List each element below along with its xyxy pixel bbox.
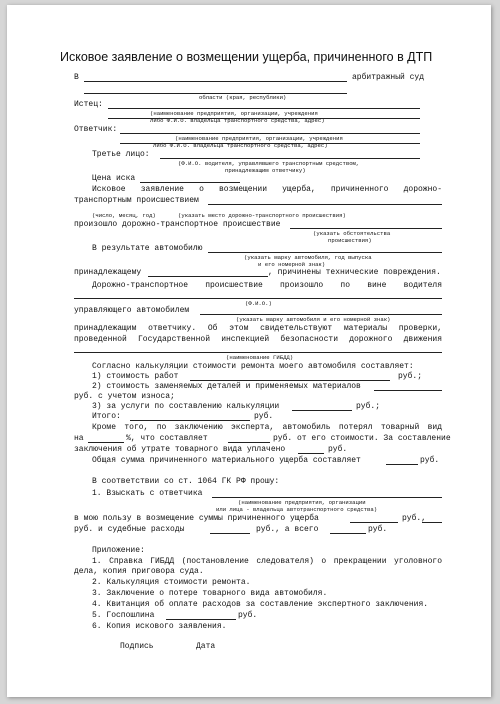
- claim-price-line: [140, 182, 240, 183]
- work-cost-unit: руб.;: [398, 372, 423, 381]
- body-line-3: произошло дорожно-транспортное происшествие: [74, 220, 281, 229]
- grand-total-line: [330, 533, 366, 534]
- body-line-18b: руб.: [328, 445, 348, 454]
- body-line-2: транспортным происшествием: [74, 196, 199, 205]
- document-title: Исковое заявление о возмещении ущерба, причиненного в ДТП: [60, 50, 433, 64]
- court-note: области (края, республики): [199, 94, 287, 101]
- body-line-5b: , причинены технические повреждения.: [268, 268, 441, 277]
- date-label: Дата: [196, 642, 216, 651]
- attachments-heading: Приложение:: [92, 546, 145, 555]
- driver-car-line: [200, 314, 442, 315]
- claim-price-label: Цена иска: [92, 174, 136, 183]
- defendant-line-2: [120, 143, 420, 144]
- circumstances-line: [290, 228, 442, 229]
- body-line-17a: на: [74, 434, 84, 443]
- value-loss-line: [228, 442, 270, 443]
- attachment-item-4: 4. Квитанция об оплате расходов за составление экспертного заключения.: [92, 600, 429, 609]
- demand-note-1: (наименование предприятия, организации: [238, 499, 366, 506]
- owner-line: [148, 276, 268, 277]
- body-line-8: принадлежащим ответчику. Об этом свидетельствуют материалы проверки,: [74, 324, 442, 333]
- car-note-2: и его номерной знак): [258, 261, 326, 268]
- defendant-line: [120, 133, 420, 134]
- attachment-item-6: 6. Копия искового заявления.: [92, 622, 227, 631]
- body-line-14: 3) за услуги по составлению калькуляции: [92, 402, 280, 411]
- demand-line-3b: руб.,: [402, 514, 427, 523]
- body-line-6: Дорожно-транспортное происшествие произошло по вине водителя: [92, 281, 442, 290]
- body-line-12: 2) стоимость заменяемых деталей и применяемых материалов: [92, 382, 361, 391]
- car-line: [208, 252, 442, 253]
- court-prefix: В: [74, 73, 79, 82]
- defendant-name-line: [212, 497, 442, 498]
- attachment-item-2: 2. Калькуляция стоимости ремонта.: [92, 578, 251, 587]
- demand-line-2: 1. Взыскать с ответчика: [92, 489, 203, 498]
- damage-total-line: [386, 464, 418, 465]
- body-line-1: Исковое заявление о возмещении ущерба, причиненного дорожно-: [92, 185, 442, 194]
- fio-note: (Ф.И.О.): [245, 300, 272, 307]
- damage-sum-line: [350, 522, 398, 523]
- fee-unit: руб.: [238, 611, 258, 620]
- region-line: [84, 93, 347, 94]
- court-costs-line: [210, 533, 250, 534]
- attachment-item-1-cont: дела, копия приговора суда.: [74, 567, 204, 576]
- driver-line: [74, 298, 442, 299]
- plaintiff-line-2: [108, 118, 420, 119]
- expert-fee-line: [298, 453, 324, 454]
- defendant-note-1: (наименование предприятия, организации, учреждения: [175, 135, 343, 142]
- accident-date-line: [208, 204, 442, 205]
- demand-line-3a: в мою пользу в возмещение суммы причиненного ущерба: [74, 514, 319, 523]
- place-note: (указать место дорожно-транспортного происшествия): [178, 212, 346, 219]
- body-line-5a: принадлежащему: [74, 268, 142, 277]
- body-line-19: Общая сумма причиненного материального ущерба составляет: [92, 456, 361, 465]
- work-cost-line: [190, 380, 390, 381]
- percent-line: [88, 442, 124, 443]
- body-line-17c: руб. от его стоимости. За составление: [273, 434, 451, 443]
- circumstances-note-1: (указать обстоятельства: [313, 230, 391, 237]
- calc-cost-line: [292, 410, 352, 411]
- demand-line-4c: руб.: [368, 525, 388, 534]
- signature-label: Подпись: [120, 642, 154, 651]
- date-note: (число, месяц, год): [92, 212, 156, 219]
- total-unit: руб.: [254, 412, 274, 421]
- car-note-3: (указать марку автомобиля и его номерной знак): [236, 316, 391, 323]
- parts-cost-line: [374, 390, 442, 391]
- calc-cost-unit: руб.;: [356, 402, 381, 411]
- body-line-13: руб. с учетом износа;: [74, 392, 175, 401]
- body-line-17b: %, что составляет: [126, 434, 208, 443]
- defendant-label: Ответчик:: [74, 125, 118, 134]
- demand-note-2: или лица - владельца автотранспортного средства): [216, 506, 378, 513]
- plaintiff-note-1: (наименование предприятия, организации, учреждения: [150, 110, 318, 117]
- third-party-line: [160, 158, 420, 159]
- body-line-10: Согласно калькуляции стоимости ремонта моего автомобиля составляет:: [92, 362, 414, 371]
- total-line: [130, 420, 250, 421]
- plaintiff-label: Истец:: [74, 100, 103, 109]
- defendant-note-2: либо Ф.И.О. владельца транспортного средства, адрес): [153, 142, 328, 149]
- gibdd-line: [74, 352, 442, 353]
- body-line-15: Итого:: [92, 412, 121, 421]
- car-note-1: (указать марку автомобиля, год выпуска: [244, 254, 372, 261]
- body-line-7: управляющего автомобилем: [74, 306, 190, 315]
- attachment-item-5: 5. Госпошлина: [92, 611, 155, 620]
- court-name-line: [84, 81, 347, 82]
- third-party-note-1: (Ф.И.О. водителя, управлявшего транспортным средством,: [178, 160, 360, 167]
- fee-line: [166, 619, 236, 620]
- plaintiff-note-2: либо Ф.И.О. владельца транспортного средства, адрес): [150, 117, 325, 124]
- damage-sum-line-2: [422, 522, 442, 523]
- demand-line-4b: руб., а всего: [256, 525, 319, 534]
- plaintiff-line: [108, 108, 420, 109]
- gibdd-note: (наименование ГИБДД): [226, 354, 294, 361]
- body-line-9: проведенной Государственной инспекцией безопасности дорожного движения: [74, 335, 442, 344]
- demand-line-4a: руб. и судебные расходы: [74, 525, 185, 534]
- demand-line-1: В соответствии со ст. 1064 ГК РФ прошу:: [92, 477, 280, 486]
- body-line-19b: руб.: [420, 456, 440, 465]
- body-line-18a: заключения об утрате товарного вида уплачено: [74, 445, 286, 454]
- attachment-item-3: 3. Заключение о потере товарного вида автомобиля.: [92, 589, 328, 598]
- third-party-note-2: принадлежащим ответчику): [225, 167, 306, 174]
- circumstances-note-2: происшествия): [328, 237, 372, 244]
- court-suffix: арбитражный суд: [352, 73, 425, 82]
- body-line-4: В результате автомобилю: [92, 244, 203, 253]
- body-line-16: Кроме того, по заключению эксперта, автомобиль потерял товарный вид: [92, 423, 442, 432]
- attachment-item-1: 1. Справка ГИБДД (постановление следователя) о прекращении уголовного: [92, 557, 442, 566]
- body-line-11: 1) стоимость работ: [92, 372, 179, 381]
- third-party-label: Третье лицо:: [92, 150, 150, 159]
